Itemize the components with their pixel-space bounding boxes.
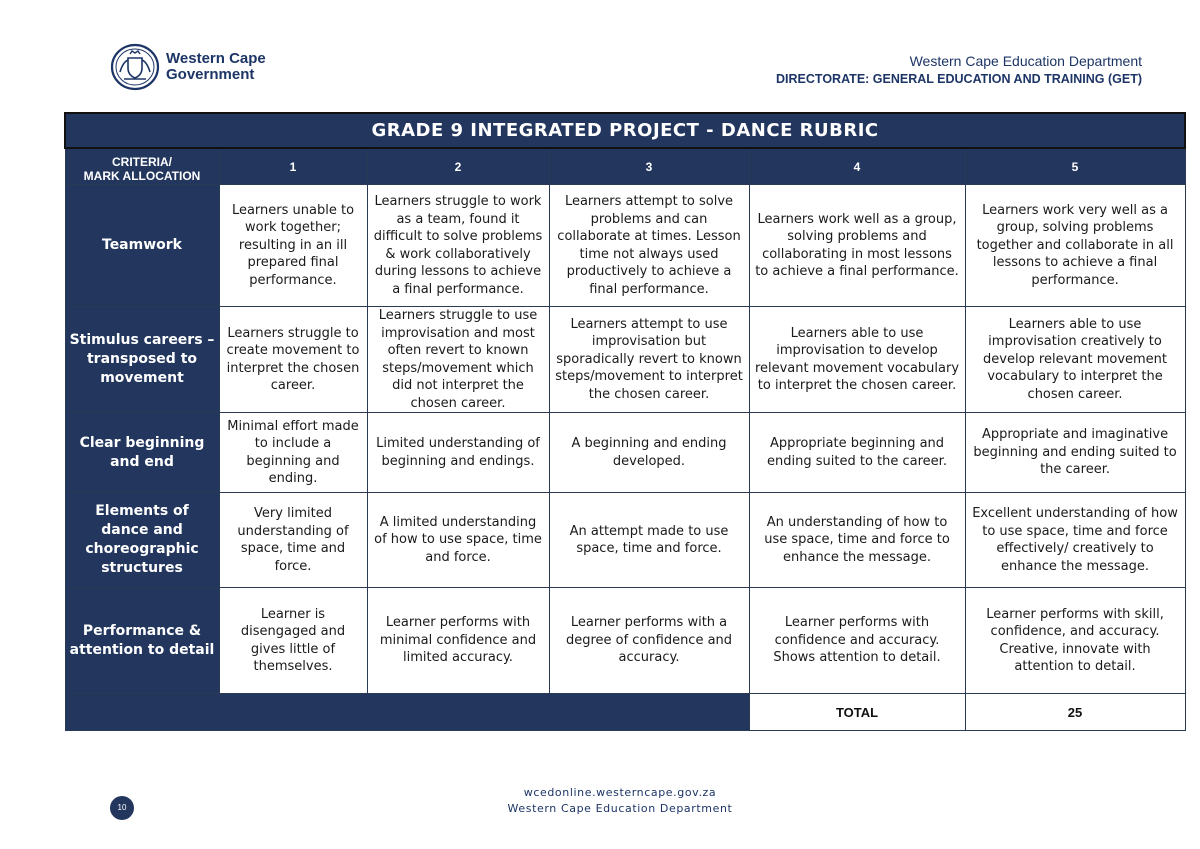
table-row [65, 413, 1185, 493]
criteria-header-line-2: MARK ALLOCATION [83, 169, 201, 183]
rubric-cell: An attempt made to use space, time and force. [549, 493, 749, 588]
logo-line-2: Government [166, 66, 255, 83]
rubric-cell: Learners able to use improvisation creatively to develop relevant movement vocabulary to interpret the chosen career. [965, 307, 1185, 413]
dance-rubric-table [64, 112, 1186, 731]
page-number-badge: 10 [110, 796, 134, 820]
page-header [776, 52, 1142, 88]
total-row-filler [65, 694, 749, 731]
rubric-cell: A beginning and ending developed. [549, 413, 749, 493]
rubric-cell: Learner performs with skill, confidence, and accuracy. Creative, innovate with attention to detail. [965, 588, 1185, 694]
rubric-cell: Learner performs with confidence and accuracy. Shows attention to detail. [749, 588, 965, 694]
level-header-1: 1 [219, 148, 367, 185]
total-label: TOTAL [749, 694, 965, 731]
level-header-5: 5 [965, 148, 1185, 185]
rubric-cell: Very limited understanding of space, time and force. [219, 493, 367, 588]
criteria-header [65, 148, 219, 185]
level-header-3: 3 [549, 148, 749, 185]
criterion-elements-of-dance: Elements of dance and choreographic structures [65, 493, 219, 588]
rubric-cell: Learners work very well as a group, solving problems together and collaborate in all lessons to achieve a final performance. [965, 185, 1185, 307]
criterion-stimulus-careers: Stimulus careers – transposed to movement [65, 307, 219, 413]
header-directorate: DIRECTORATE: GENERAL EDUCATION AND TRAINING (GET) [776, 72, 1142, 86]
rubric-cell: Appropriate beginning and ending suited to the career. [749, 413, 965, 493]
table-row [65, 185, 1185, 307]
footer-url[interactable]: wcedonline.westerncape.gov.za [523, 786, 717, 799]
rubric-cell: Learners attempt to use improvisation but sporadically revert to known steps/movement to interpret the chosen career. [549, 307, 749, 413]
criterion-clear-beginning: Clear beginning and end [65, 413, 219, 493]
rubric-cell: Limited understanding of beginning and endings. [367, 413, 549, 493]
level-header-4: 4 [749, 148, 965, 185]
page-footer [0, 785, 1200, 817]
table-row [65, 493, 1185, 588]
rubric-cell: Learner performs with minimal confidence and limited accuracy. [367, 588, 549, 694]
total-row [65, 694, 1185, 731]
rubric-cell: Learners work well as a group, solving problems and collaborating in most lessons to achieve a final performance. [749, 185, 965, 307]
coat-of-arms-icon [110, 42, 160, 92]
footer-department: Western Cape Education Department [507, 802, 733, 815]
table-row [65, 307, 1185, 413]
rubric-cell: Learners unable to work together; resulting in an ill prepared final performance. [219, 185, 367, 307]
rubric-cell: Learners attempt to solve problems and can collaborate at times. Lesson time not always used productively to achieve a final performance. [549, 185, 749, 307]
logo-line-1: Western Cape [166, 50, 266, 67]
rubric-cell: Excellent understanding of how to use space, time and force effectively/ creatively to enhance the message. [965, 493, 1185, 588]
table-row [65, 588, 1185, 694]
rubric-cell: An understanding of how to use space, time and force to enhance the message. [749, 493, 965, 588]
criterion-performance: Performance & attention to detail [65, 588, 219, 694]
criteria-header-line-1: CRITERIA/ [112, 155, 172, 169]
rubric-cell: Appropriate and imaginative beginning and ending suited to the career. [965, 413, 1185, 493]
header-department: Western Cape Education Department [909, 53, 1142, 69]
rubric-cell: Learner is disengaged and gives little of themselves. [219, 588, 367, 694]
rubric-cell: Learners struggle to use improvisation and most often revert to known steps/movement which did not interpret the chosen career. [367, 307, 549, 413]
rubric-cell: Learner performs with a degree of confidence and accuracy. [549, 588, 749, 694]
rubric-cell: Learners struggle to create movement to interpret the chosen career. [219, 307, 367, 413]
level-header-2: 2 [367, 148, 549, 185]
western-cape-logo [110, 42, 266, 92]
rubric-cell: Learners struggle to work as a team, found it difficult to solve problems & work collaboratively during lessons to achieve a final performance. [367, 185, 549, 307]
rubric-title: GRADE 9 INTEGRATED PROJECT - DANCE RUBRIC [65, 113, 1185, 148]
rubric-header-row [65, 148, 1185, 185]
criterion-teamwork: Teamwork [65, 185, 219, 307]
rubric-cell: Learners able to use improvisation to develop relevant movement vocabulary to interpret the chosen career. [749, 307, 965, 413]
rubric-cell: A limited understanding of how to use space, time and force. [367, 493, 549, 588]
rubric-cell: Minimal effort made to include a beginning and ending. [219, 413, 367, 493]
total-value: 25 [965, 694, 1185, 731]
